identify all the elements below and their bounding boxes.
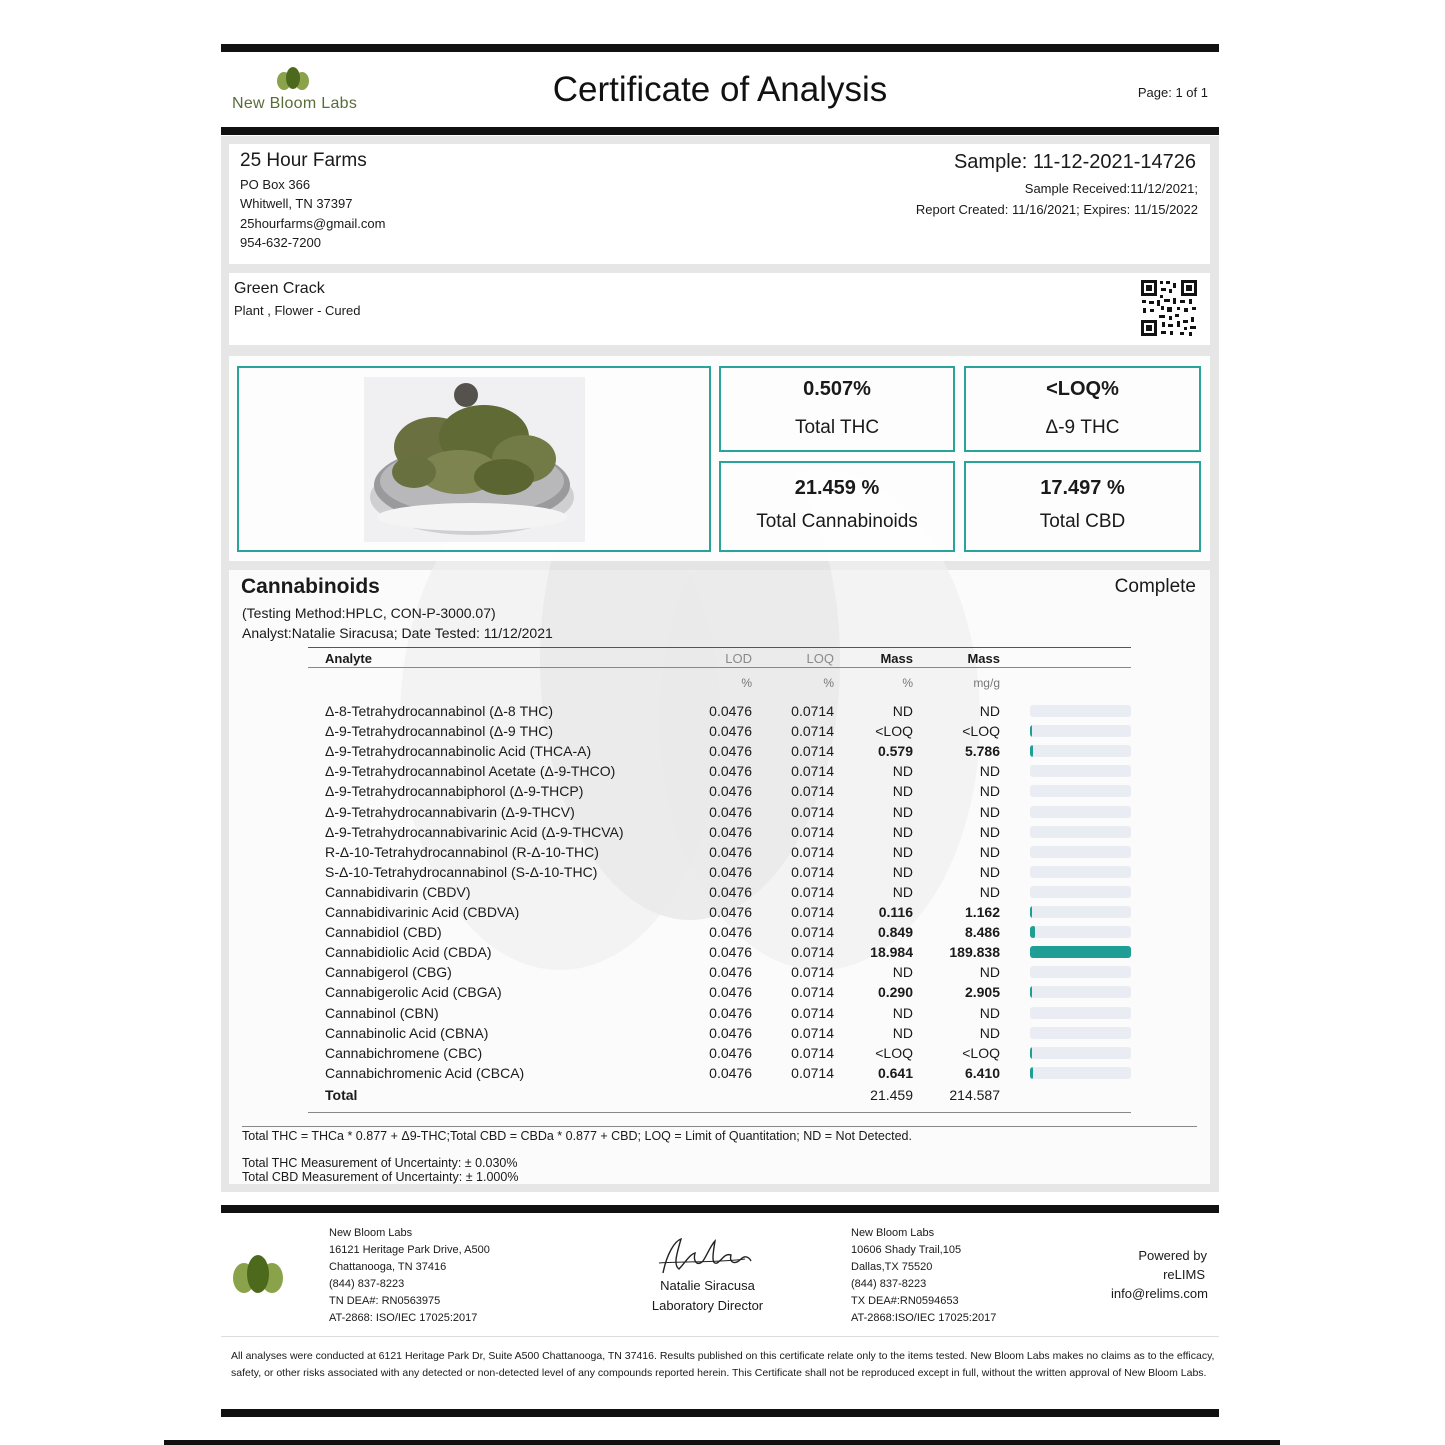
header-analyte: Analyte [325, 651, 372, 666]
analyte-name: Δ-9-Tetrahydrocannabiphorol (Δ-9-THCP) [325, 783, 584, 800]
cbd-uncertainty: Total CBD Measurement of Uncertainty: ± 1.000% [242, 1170, 519, 1184]
footer-right-line: TX DEA#:RN0594653 [851, 1295, 959, 1307]
powered-brand: reLIMS [1163, 1267, 1205, 1282]
top-rule [221, 44, 1219, 52]
footer-logo-icon [232, 1254, 284, 1296]
loq-value: 0.0714 [791, 743, 834, 760]
client-address-1: PO Box 366 [240, 177, 311, 192]
mass-pct-value: 0.641 [877, 1064, 913, 1081]
table-row [0, 1044, 1445, 1064]
lod-value: 0.0476 [709, 1064, 752, 1081]
total-cbd-label: Total CBD [1039, 511, 1126, 532]
lod-value: 0.0476 [709, 1044, 752, 1061]
level-bar-fill [1030, 1067, 1033, 1079]
footer-right-address [851, 1225, 996, 1327]
level-bar-track [1030, 866, 1131, 878]
mass-mg-value: 2.905 [964, 984, 1000, 1001]
analyte-name: Cannabidiolic Acid (CBDA) [325, 944, 492, 961]
loq-value: 0.0714 [791, 964, 834, 981]
loq-value: 0.0714 [791, 843, 834, 860]
client-email: 25hourfarms@gmail.com [240, 216, 386, 231]
mass-mg-value: ND [979, 803, 1000, 820]
table-row [0, 983, 1445, 1003]
formula-note: Total THC = THCa * 0.877 + Δ9-THC;Total CBD = CBDa * 0.877 + CBD; LOQ = Limit of Quantitation; ND = Not Detected. [242, 1129, 912, 1143]
mass-mg-value: ND [979, 703, 1000, 719]
loq-value: 0.0714 [791, 703, 834, 719]
table-row [0, 742, 1445, 762]
level-bar-fill [1030, 725, 1032, 737]
table-row [0, 863, 1445, 883]
header-mass-mg: Mass [967, 651, 1000, 666]
lod-value: 0.0476 [709, 823, 752, 840]
analyte-name: S-Δ-10-Tetrahydrocannabinol (S-Δ-10-THC) [325, 863, 598, 880]
level-bar-track [1030, 745, 1131, 757]
loq-value: 0.0714 [791, 823, 834, 840]
footer-right-line: New Bloom Labs [851, 1227, 935, 1239]
table-row [0, 923, 1445, 943]
loq-value: 0.0714 [791, 723, 834, 740]
mass-pct-value: ND [892, 763, 913, 780]
mass-mg-value: ND [979, 843, 1000, 860]
sample-id: Sample: 11-12-2021-14726 [953, 151, 1196, 173]
header-loq: LOQ [806, 651, 834, 666]
footer-right-line: (844) 837-8223 [851, 1278, 927, 1290]
mass-mg-value: ND [979, 1004, 1000, 1021]
lod-value: 0.0476 [709, 984, 752, 1001]
footer-left-line: 16121 Heritage Park Drive, A500 [329, 1244, 490, 1256]
lod-value: 0.0476 [709, 883, 752, 900]
mass-pct-value: 0.116 [878, 904, 913, 920]
mass-pct-value: 0.849 [877, 924, 913, 941]
total-cannabinoids-value: 21.459 % [794, 477, 880, 499]
level-bar-track [1030, 966, 1131, 978]
mass-pct-value: ND [892, 843, 913, 860]
header-rule [221, 127, 1219, 135]
level-bar-track [1030, 765, 1131, 777]
mass-pct-value: 0.579 [877, 743, 913, 760]
total-row [0, 1086, 1445, 1106]
loq-value: 0.0714 [791, 863, 834, 880]
lod-value: 0.0476 [709, 944, 752, 961]
unit-lod: % [741, 676, 752, 690]
lod-value: 0.0476 [709, 904, 752, 920]
total-mg: 214.587 [949, 1087, 1000, 1103]
level-bar-track [1030, 826, 1131, 838]
mass-mg-value: 6.410 [964, 1064, 1000, 1081]
total-cbd-box [964, 461, 1201, 552]
disclaimer-text: All analyses were conducted at 6121 Heritage Park Dr, Suite A500 Chattanooga, TN 37416. Results published on this certificate relate only to the items tested. New Bloom Labs makes no claims as to the efficacy, safety, or other risks associated with any detected or non-detected level of any compounds reported herein. This Certificate shall not be reproduced except in full, without the written approval of New Bloom Labs. [231, 1350, 1215, 1379]
analyte-name: Δ-8-Tetrahydrocannabinol (Δ-8 THC) [325, 703, 554, 719]
mass-pct-value: ND [892, 863, 913, 880]
mass-mg-value: ND [979, 823, 1000, 840]
footer-right-line: 10606 Shady Trail,105 [851, 1244, 962, 1256]
table-row [0, 963, 1445, 983]
lod-value: 0.0476 [709, 703, 752, 719]
level-bar-track [1030, 1047, 1131, 1059]
total-pct: 21.459 [870, 1087, 913, 1103]
lod-value: 0.0476 [709, 1004, 752, 1021]
client-address-2: Whitwell, TN 37397 [240, 196, 353, 211]
cannabinoids-title: Cannabinoids [241, 575, 380, 598]
mass-pct-value: ND [892, 823, 913, 840]
lod-value: 0.0476 [709, 723, 752, 740]
d9-thc-label: Δ-9 THC [1045, 417, 1120, 438]
table-row [0, 1064, 1445, 1084]
table-row [0, 943, 1445, 963]
footer-left-line: (844) 837-8223 [329, 1278, 405, 1290]
mass-mg-value: ND [979, 964, 1000, 981]
mass-mg-value: 1.162 [964, 904, 1000, 920]
analyte-name: Cannabidivarinic Acid (CBDVA) [325, 904, 520, 920]
table-bottom-rule [308, 1112, 1131, 1113]
level-bar-fill [1030, 1047, 1032, 1059]
mass-pct-value: ND [892, 703, 913, 719]
level-bar-fill [1030, 926, 1035, 938]
mass-mg-value: ND [979, 783, 1000, 800]
lod-value: 0.0476 [709, 1024, 752, 1041]
lod-value: 0.0476 [709, 863, 752, 880]
lod-value: 0.0476 [709, 783, 752, 800]
testing-method: (Testing Method:HPLC, CON-P-3000.07) [242, 605, 496, 621]
mass-mg-value: 8.486 [964, 924, 1000, 941]
note-rule [242, 1126, 1197, 1127]
d9-thc-value: <LOQ% [1046, 378, 1119, 400]
mass-pct-value: ND [892, 883, 913, 900]
analyte-name: Cannabigerolic Acid (CBGA) [325, 984, 502, 1001]
mass-mg-value: ND [979, 1024, 1000, 1041]
client-name: 25 Hour Farms [240, 150, 367, 171]
level-bar-track [1030, 846, 1131, 858]
mass-pct-value: <LOQ [875, 1044, 913, 1061]
analyte-name: Cannabichromene (CBC) [325, 1044, 483, 1061]
analyte-name: Cannabigerol (CBG) [325, 964, 452, 981]
mass-pct-value: ND [892, 1024, 913, 1041]
unit-loq: % [823, 676, 834, 690]
loq-value: 0.0714 [791, 1004, 834, 1021]
lab-logo [276, 66, 310, 92]
client-phone: 954-632-7200 [240, 235, 321, 250]
loq-value: 0.0714 [791, 883, 834, 900]
unit-pct: % [902, 676, 913, 690]
level-bar-track [1030, 946, 1131, 958]
product-type: Plant , Flower - Cured [234, 303, 361, 318]
mass-mg-value: 189.838 [949, 944, 1000, 961]
total-cannabinoids-label: Total Cannabinoids [756, 511, 918, 532]
analyte-name: Δ-9-Tetrahydrocannabinol (Δ-9 THC) [325, 723, 554, 740]
loq-value: 0.0714 [791, 904, 834, 920]
report-dates: Report Created: 11/16/2021; Expires: 11/15/2022 [915, 202, 1198, 217]
sample-jar-image [364, 377, 585, 542]
level-bar-track [1030, 1067, 1131, 1079]
level-bar-fill [1030, 986, 1032, 998]
cannabinoids-status: Complete [1114, 576, 1196, 597]
analyte-name: Δ-9-Tetrahydrocannabivarin (Δ-9-THCV) [325, 803, 575, 820]
level-bar-track [1030, 705, 1131, 717]
loq-value: 0.0714 [791, 924, 834, 941]
mass-mg-value: <LOQ [962, 723, 1000, 740]
header-lod: LOD [725, 651, 752, 666]
level-bar-fill [1030, 946, 1131, 958]
level-bar-fill [1030, 906, 1032, 918]
bottom-rule [221, 1409, 1219, 1417]
total-label: Total [325, 1087, 358, 1103]
powered-by: Powered by [1138, 1248, 1207, 1263]
level-bar-track [1030, 785, 1131, 797]
table-top-rule [308, 647, 1131, 648]
level-bar-track [1030, 986, 1131, 998]
analyte-name: Δ-9-Tetrahydrocannabinol Acetate (Δ-9-THCO) [325, 763, 616, 780]
loq-value: 0.0714 [791, 1024, 834, 1041]
document-title: Certificate of Analysis [552, 70, 888, 109]
lab-name: New Bloom Labs [232, 95, 358, 112]
level-bar-track [1030, 1007, 1131, 1019]
level-bar-track [1030, 1027, 1131, 1039]
table-row [0, 722, 1445, 742]
analyte-name: Cannabinol (CBN) [325, 1004, 439, 1021]
lod-value: 0.0476 [709, 763, 752, 780]
table-row [0, 782, 1445, 802]
product-name: Green Crack [234, 280, 325, 297]
table-row [0, 843, 1445, 863]
loq-value: 0.0714 [791, 1044, 834, 1061]
mass-mg-value: ND [979, 763, 1000, 780]
footer-left-line: TN DEA#: RN0563975 [329, 1295, 441, 1307]
leaf-logo-icon [276, 66, 310, 92]
analyte-name: Δ-9-Tetrahydrocannabinolic Acid (THCA-A) [325, 743, 592, 760]
analyst-info: Analyst:Natalie Siracusa; Date Tested: 11/12/2021 [242, 625, 553, 641]
analyte-name: Δ-9-Tetrahydrocannabivarinic Acid (Δ-9-THCVA) [325, 823, 624, 840]
analyte-name: Cannabinolic Acid (CBNA) [325, 1024, 489, 1041]
product-box [229, 273, 1210, 345]
table-row [0, 1024, 1445, 1044]
total-cbd-value: 17.497 % [1040, 477, 1125, 499]
mass-pct-value: ND [892, 1004, 913, 1021]
table-row [0, 803, 1445, 823]
footer-rule [221, 1205, 1219, 1213]
unit-mg: mg/g [973, 676, 1000, 690]
mass-pct-value: <LOQ [875, 723, 913, 740]
mass-mg-value: ND [979, 863, 1000, 880]
thc-uncertainty: Total THC Measurement of Uncertainty: ± 0.030% [242, 1156, 518, 1170]
level-bar-track [1030, 906, 1131, 918]
sample-photo [364, 377, 585, 542]
table-header-rule [308, 667, 1131, 668]
disclaimer-rule [221, 1336, 1219, 1337]
page-number: Page: 1 of 1 [1137, 85, 1208, 100]
lod-value: 0.0476 [709, 743, 752, 760]
total-thc-label: Total THC [794, 417, 880, 438]
mass-mg-value: 5.786 [964, 743, 1000, 760]
level-bar-fill [1030, 745, 1033, 757]
analyte-name: Cannabidiol (CBD) [325, 924, 442, 941]
table-row [0, 823, 1445, 843]
level-bar-track [1030, 806, 1131, 818]
signer-title: Laboratory Director [651, 1298, 764, 1313]
mass-pct-value: ND [892, 783, 913, 800]
page-edge-rule [164, 1440, 1280, 1445]
lod-value: 0.0476 [709, 924, 752, 941]
lod-value: 0.0476 [709, 803, 752, 820]
mass-pct-value: 0.290 [877, 984, 913, 1001]
lod-value: 0.0476 [709, 843, 752, 860]
table-row [0, 883, 1445, 903]
level-bar-track [1030, 886, 1131, 898]
footer-right-line: Dallas,TX 75520 [851, 1261, 933, 1273]
lod-value: 0.0476 [709, 964, 752, 981]
powered-email[interactable]: info@relims.com [1111, 1286, 1208, 1301]
footer-right-line: AT-2868:ISO/IEC 17025:2017 [851, 1312, 997, 1324]
level-bar-track [1030, 926, 1131, 938]
table-row [0, 1004, 1445, 1024]
level-bar-track [1030, 725, 1131, 737]
mass-pct-value: 18.984 [870, 944, 913, 961]
loq-value: 0.0714 [791, 984, 834, 1001]
mass-pct-value: ND [892, 964, 913, 981]
mass-mg-value: <LOQ [962, 1044, 1000, 1061]
mass-pct-value: ND [892, 803, 913, 820]
analyte-name: Cannabidivarin (CBDV) [325, 883, 471, 900]
analyte-name: Cannabichromenic Acid (CBCA) [325, 1064, 525, 1081]
table-row [0, 903, 1445, 923]
total-thc-value: 0.507% [803, 378, 871, 400]
total-cannabinoids-box [719, 461, 955, 552]
loq-value: 0.0714 [791, 763, 834, 780]
sample-received: Sample Received:11/12/2021; [1024, 181, 1198, 196]
qr-code-icon[interactable] [1140, 279, 1198, 337]
table-row [0, 762, 1445, 782]
mass-mg-value: ND [979, 883, 1000, 900]
table-row [0, 702, 1445, 722]
analyte-name: R-Δ-10-Tetrahydrocannabinol (R-Δ-10-THC) [325, 843, 599, 860]
loq-value: 0.0714 [791, 783, 834, 800]
header-mass-pct: Mass [880, 651, 913, 666]
loq-value: 0.0714 [791, 803, 834, 820]
signature-image [655, 1233, 755, 1279]
footer-left-line: AT-2868: ISO/IEC 17025:2017 [329, 1312, 478, 1324]
footer-left-address [329, 1225, 490, 1327]
loq-value: 0.0714 [791, 1064, 834, 1081]
footer-left-line: New Bloom Labs [329, 1227, 413, 1239]
footer-left-line: Chattanooga, TN 37416 [329, 1261, 447, 1273]
loq-value: 0.0714 [791, 944, 834, 961]
signer-name: Natalie Siracusa [660, 1278, 755, 1293]
